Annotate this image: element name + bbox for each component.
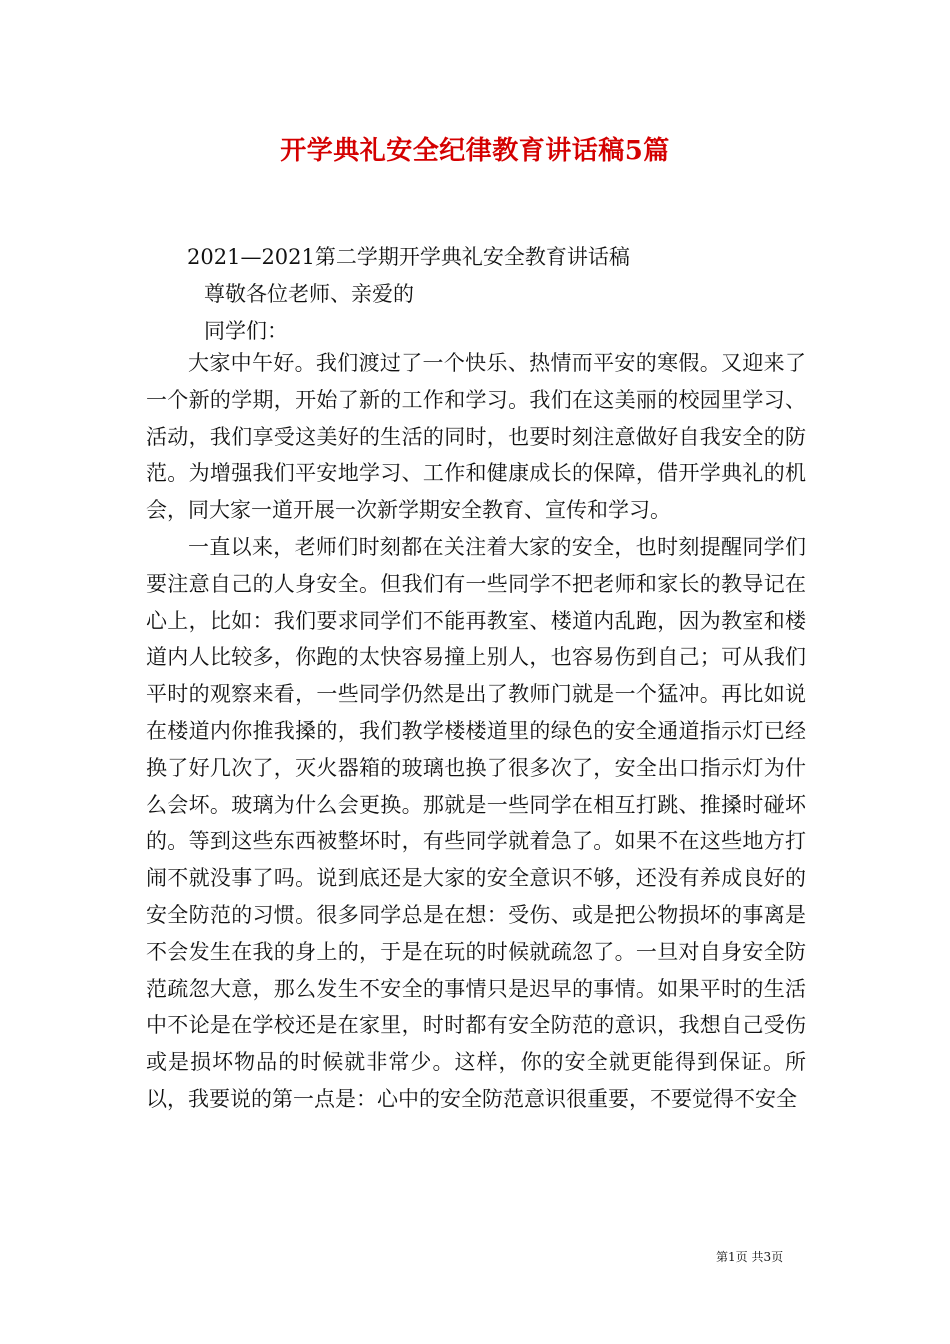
document-subtitle: 2021—2021第二学期开学典礼安全教育讲话稿 [187,245,630,269]
document-title: 开学典礼安全纪律教育讲话稿5篇 [280,136,670,166]
page-number: 第1页 共3页 [716,1250,784,1264]
document-body [146,345,806,1118]
body-paragraph: 大家中午好。我们渡过了一个快乐、热情而平安的寒假。又迎来了一个新的学期，开始了新的工作和学习。我们在这美丽的校园里学习、活动，我们享受这美好的生活的同时，也要时刻注意做好自我安全的防范。为增强我们平安地学习、工作和健康成长的保障，借开学典礼的机会，同大家一道开展一次新学期安全教育、宣传和学习。 [146,351,806,523]
greeting-line-2: 同学们： [204,319,288,343]
body-paragraph: 一直以来，老师们时刻都在关注着大家的安全，也时刻提醒同学们要注意自己的人身安全。但我们有一些同学不把老师和家长的教导记在心上，比如：我们要求同学们不能再教室、楼道内乱跑，因为教室和楼道内人比较多，你跑的太快容易撞上别人，也容易伤到自己；可从我们平时的观察来看，一些同学仍然是出了教师门就是一个猛冲。再比如说在楼道内你推我搡的，我们教学楼楼道里的绿色的安全通道指示灯已经换了好几次了，灭火器箱的玻璃也换了很多次了，安全出口指示灯为什么会坏。玻璃为什么会更换。那就是一些同学在相互打跳、推搡时碰坏的。等到这些东西被整坏时，有些同学就着急了。如果不在这些地方打闹不就没事了吗。说到底还是大家的安全意识不够，还没有养成良好的安全防范的习惯。很多同学总是在想：受伤、或是把公物损坏的事离是不会发生在我的身上的，于是在玩的时候就疏忽了。一旦对自身安全防范疏忽大意，那么发生不安全的事情只是迟早的事情。如果平时的生活中不论是在学校还是在家里，时时都有安全防范的意识，我想自己受伤或是损坏物品的时候就非常少。这样，你的安全就更能得到保证。所以，我要说的第一点是：心中的安全防范意识很重要，不要觉得不安全 [146,534,806,1111]
greeting-line-1: 尊敬各位老师、亲爱的 [204,282,414,306]
